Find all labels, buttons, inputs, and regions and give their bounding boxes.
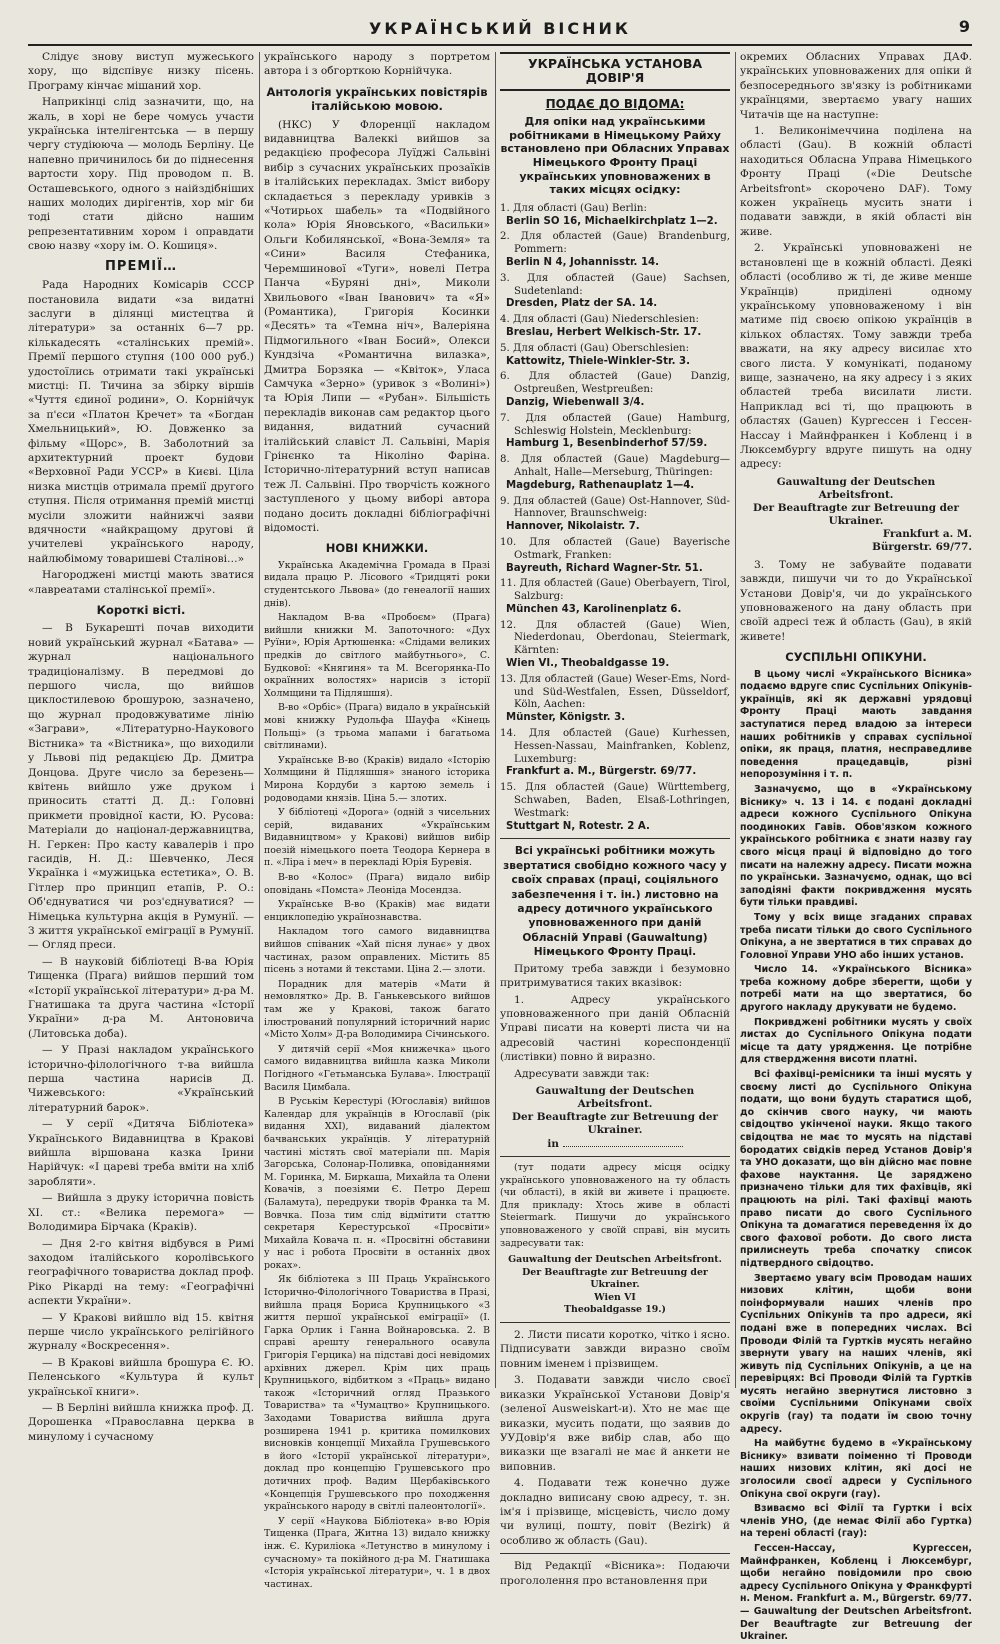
address-example [500, 1254, 730, 1317]
gau-label: 5. Для області (Gau) Oberschlesien: [500, 342, 690, 354]
news-item: — У серії «Дитяча Бібліотека» Українського Видавництва в Кракові вийшла віршована казка Ірини Нарійчук: «І цареві треба вміти на хліб заробляти». [28, 1118, 254, 1188]
gau-label: 13. Для областей (Gaue) Weser-Ems, Nord- und Süd-Westfalen, Essen, Düsseldorf, Köln, Aachen: [500, 673, 730, 711]
gau-address: Frankfurt a. M., Bürgerstr. 69/77. [506, 766, 697, 778]
newspaper-title: УКРАЇНСЬКИЙ ВІСНИК [369, 19, 631, 38]
paragraph: В цьому числі «Українського Вісника» подаємо вдруге спис Суспільних Опікунів-українців, які як державні урядовці Фронту Праці мають завдання заступатися перед владою за інтереси наших робітників у справах суспільної опіки, як праця, платня, несправедливе поведення працедавців, різні непорозуміння і т. п. [740, 668, 972, 781]
address-in-line [500, 1137, 730, 1151]
gau-entry [500, 314, 730, 340]
gau-address: Stuttgart N, Rotestr. 2 A. [506, 820, 650, 832]
address-line: Gauwaltung der Deutschen Arbeitsfront. [508, 1254, 722, 1266]
paragraph: На майбутнє будемо в «Українському Віснику» взивати поіменно ті Проводи наших низових клітин, які досі не зголосили своєї адреси у Суспільного Опікуна свої округи (гау). [740, 1438, 972, 1500]
announcement-subheading: ПОДАЄ ДО ВІДОМА: [545, 96, 685, 111]
address-label: Адресувати завжди так: [514, 1067, 650, 1080]
gau-label: 15. Для областей (Gaue) Württemberg, Schwaben, Baden, Elsaß-Lothringen, Westmark: [500, 782, 730, 819]
gau-address: Hannover, Nikolaistr. 7. [506, 521, 640, 533]
book-item: У дитячій серії «Моя книжечка» цього самого видавництва вийшла казка Миколи Погідного «Гетьманська Булава». Ілюстрації Василя Цимбала. [264, 1043, 490, 1093]
gau-address: Münster, Königstr. 3. [506, 712, 626, 724]
news-item: — У Празі накладом українського історично-філологічного т-ва вийшла перша частина нарисів Д. Чижевського: «Український літературний барок». [28, 1044, 254, 1114]
gau-entry [500, 496, 730, 534]
announcement-lede: Для опіки над українськими робітниками в Німецькому Райху встановлено при Обласних Управах Німецького Фронту Праці українських уповноважених в таких місцях осідку: [500, 115, 730, 197]
paragraph: Число 14. «Українського Вісника» треба кожному добре зберегти, щоби у потребі мати на що звертатися, бо другого накладу друкувати не будемо. [740, 964, 972, 1014]
explanation: (тут подати адресу місця осідку українського уповноваженого на ту область (чи області), в якій ви живете і працюєте. Для прикладу: Хтось живе в області Steiermark. Пишучи до українського уповноваженого у своїй справі, він мусить задресувати так: [500, 1161, 730, 1249]
gau-label: 10. Для областей (Gaue) Bayerische Ostmark, Franken: [500, 536, 730, 561]
gau-entry [500, 413, 730, 451]
gau-entry [500, 231, 730, 269]
gau-entry [500, 203, 730, 229]
paragraph: 1. Великонімеччина поділена на області (Gau). В кожній області находиться Обласна Управа Німецького Фронту Праці («Die Deutsche Arbeitsfront» скорочено DAF). Тому кожен українець мусить знати і подавати завжди, в якій області він живе. [740, 125, 972, 238]
address-line: Wien VI [594, 1291, 636, 1303]
address-line: Der Beauftragte zur Betreuung der Ukrainer. [512, 1110, 718, 1136]
gau-entry [500, 454, 730, 492]
book-item: В-во «Колос» (Прага) видало вибір оповідань «Помста» Леоніда Мосендза. [264, 872, 490, 896]
section-heading-premii: ПРЕМІЇ… [105, 258, 177, 274]
gau-label: 8. Для областей (Gaue) Magdeburg—Anhalt, Halle—Merseburg, Thüringen: [500, 454, 730, 478]
address-line: Der Beauftragte zur Betreuung der Ukrainer. [753, 501, 959, 527]
address-in: in [547, 1137, 559, 1150]
news-item: — В Букарешті почав виходити новий український журнал «Батава» — журнал національного традиціоналізму. В передмові до першого числа, що вийшов циклостилевою брошурою, зазначено, що журнал продовжуватиме лінію «Заграви», «Літературно-Наукового Вістника» та «Вістника», що виходили у Львові під редакцією Др. Дмитра Донцова. Друге число за березень—квітень вийшло уже друком і приносить статті Д. Д.: Головні прикмети провідної касти, Ю. Русова: Матеріали до націонал-державництва, Н. Геркен: Про касту кавалерів і про гасидів, Н. Д.: Шевченко, Леся Українка і «мужицька естетика», О. В. Гітлер про принцип етапів, Р. О.: Об'єднуватися чи роз'єднуватися? — Німецька культурна акція в Румунії. — З життя української еміграції в Румунії. — Огляд преси. [28, 622, 254, 952]
paragraph: (НКС) У Флоренції накладом видавництва Валеккі вийшов за редакцією професора Луїджі Сальвіні вибір з сучасних українських прозаїків в італійських перекладах. Зміст вибору складається з перекладу уривків з «Чотирьох шабель» та «Подвійного кола» Юрія Яновського, «Васильки» Ольги Кобилянської, «Вона-Земля» та «Сини» Василя Стефаника, Черемшинової «Туги», новелі Петра Панча «Буряні дні», Миколи Хвильового «Іван Іванович» та «Я» (Романтика), Григорія Косинки «Десять» та «Темна ніч», Валеріяна Підмогильного «Іван Босий», Олекси Кундзіча «Романтична вилазка», Дмитра Борзяка — «Квіток», Уласа Самчука «Зерно» (уривок з «Волині») та Юрія Липи — «Рубан». Більшість перекладів виконав сам редактор цього видання, видатний сучасний італійський славіст Л. Сальвіні, Марія Грінєнко та Ніколіно Фаріна. Історично-літературний вступ написав теж Л. Сальвіні. Про творчість кожного заступленого у цьому виборі автора подано досить докладні бібліографічні відомості. [264, 118, 490, 534]
paragraph: окремих Обласних Управах ДАФ. українських уповноважених для опіки й безпосереднього зв'язку із робітниками українцями, звертаємо увагу наших Читачів ще на наступне: [740, 51, 972, 121]
book-item: У серії «Наукова Бібліотека» в-во Юрія Тищенка (Прага, Житна 13) видало книжку інж. Є. Куриліока «Летунство в минулому і сучасному» та покійного д-ра М. Гнатишака «Історія української літератури», ч. 1 в двох частинах. [264, 1515, 490, 1590]
gau-address: Berlin SO 16, Michaelkirchplatz 1—2. [506, 215, 718, 227]
gau-label: 14. Для областей (Gaue) Kurhessen, Hessen-Nassau, Mainfranken, Koblenz, Luxemburg: [500, 728, 730, 765]
book-item: Українське В-во (Краків) видало «Історію Холмщини й Підляшшя» знаного історика Мирона Кордуби з картою земель і родоводами князів. Ціна 5.— злотих. [264, 754, 490, 804]
masthead [28, 14, 972, 46]
address-template [500, 1085, 730, 1151]
divider [500, 1553, 730, 1554]
editorial-note: Від Редакції «Вісника»: Подаючи прогололення про встановлення при [500, 1560, 730, 1587]
paragraph: Наприкінці слід зазначити, що, на жаль, в хорі не бере чомусь участи українська інтелігентська — в першу чергу студіююча — молодь Берліну. Це напевно причинилось би до піднесення вартости хору. Під проводом п. В. Осташевського, одного з наійздібніших наших молодих дирігентів, хор міг би тоді стати дійсно нашим репрезентативним хором і оправдати свою назву «хору ім. О. Кошиця». [28, 96, 254, 253]
gau-label: 2. Для областей (Gaue) Brandenburg, Pommern: [500, 231, 730, 256]
gau-entry [500, 273, 730, 311]
gau-label: 3. Для областей (Gaue) Sachsen, Sudetenland: [500, 272, 730, 297]
news-item: — Вийшла з друку історична повість XI. ст.: «Велика перемога» — Володимира Бірчака (Краків). [28, 1192, 254, 1234]
gau-entry [500, 371, 730, 409]
divider [500, 838, 730, 839]
book-item: Українське В-во (Краків) має видати енциклопедію українознавства. [264, 899, 490, 923]
paragraph: Рада Народних Комісарів СССР постановила видати «за видатні заслуги в ділянці мистецтва й літератури» за останніх 6—7 рр. кількадесять «сталінських премій». Премії першого ступня (100 000 руб.) удостоїлись отримати такі українські мистці: П. Тичина за збірку віршів «Чуття єдиної родини», О. Корнійчук за п'єси «Платон Кречет» та «Богдан Хмельницький», Ю. Довженко за фільму «Щорс», В. Заболотний за архитектурний проект будови «Верховної Ради УССР» в Києві. Ціла низка мистців отримала премії другого ступня. Після отримання премій мистці мусіли зложити найнижчі заяви вдячности «найкращому другові й учителеві українського народу, найлюбімому товаришеві Сталінові…» [28, 279, 254, 565]
paragraph: Покривджені робітники мусять у своїх листах до Суспільного Опікуна подати місце та дату урядження. Це потрібне для ствердження висоти платні. [740, 1016, 972, 1066]
gau-label: 12. Для областей (Gaue) Wien, Niederdonau, Oberdonau, Steiermark, Kärnten: [500, 619, 730, 657]
paragraph: Гессен-Нассау, Кургессен, Майнфранкен, Кобленц і Люксембург, щоби негайно повідомили про свою адресу Суспільного Опікуна у Франкфурті н. Меном. Frankfurt a. M., Bürgerstr. 69/77. — Gauwaltung der Deutschen Arbeitsfront. Der Beauftragte zur Betreuung der Ukrainer. [740, 1543, 972, 1643]
book-item: Українська Академічна Громада в Празі видала працю Р. Лісового «Тридцяті роки студентського Львова» (до генеалогії наших днів). [264, 559, 490, 609]
gau-address: Kattowitz, Thiele-Winkler-Str. 3. [506, 355, 690, 367]
column-divider [495, 52, 496, 1388]
page-number: 9 [958, 17, 970, 36]
section-heading-trust-office: УКРАЇНСЬКА УСТАНОВА ДОВІР'Я [500, 52, 730, 91]
paragraph: Слідує знову виступ мужеського хору, що відспівує низку пісень. Програму кінчає мішаний хор. [28, 51, 254, 92]
rule-item: 4. Подавати теж конечно дуже докладно виписану свою адресу, т. зн. ім'я і прізвище, місцевість, число дому чи вулиці, пошту, повіт (Bezirk) й особливо ж область (Gau). [500, 1477, 730, 1547]
gau-label: 9. Для областей (Gaue) Ost-Hannover, Süd-Hannover, Braunschweig: [500, 495, 730, 520]
address-line: Gauwaltung der Deutschen Arbeitsfront. [535, 1084, 695, 1110]
divider [500, 1156, 730, 1157]
paragraph: Притому треба завжди і безумовно притримуватися таких вказівок: [500, 962, 730, 990]
address-line: Der Beauftragte zur Betreuung der Ukrainer. [522, 1266, 708, 1291]
news-item: — У Кракові вийшло від 15. квітня перше число українського релігійного журналу «Воскресення». [28, 1311, 254, 1353]
paragraph: Взиваємо всі Філії та Гуртки і всіх членів УНО, (де немає Філії або Гуртка) на терені області (гау): [740, 1503, 972, 1540]
book-item: Накладом того самого видавництва вийшов співаник «Хай пісня лунає» у двох частинах, разом оправлених. Містить 85 пісень з нотами й текстами. Ціна 2.— злоти. [264, 926, 490, 976]
column-2 [264, 50, 490, 1590]
rule-item: 2. Листи писати коротко, чітко і ясно. Підписувати завжди виразно своїм повним іменем і прізвищем. [500, 1329, 730, 1370]
gau-entry [500, 674, 730, 725]
gau-address: Danzig, Wiebenwall 3/4. [506, 396, 645, 408]
address-line: Theobaldgasse 19.) [564, 1304, 666, 1316]
column-4 [740, 50, 972, 1643]
gau-entry [500, 343, 730, 369]
gau-label: 6. Для областей (Gaue) Danzig, Ostpreußen, Westpreußen: [500, 371, 730, 396]
paragraph: Тому у всіх вище згаданих справах треба писати тільки до свого Суспільного Опікуна, а не звертатися в тих справах до Головної Управи УНО або інших установ. [740, 911, 972, 961]
gau-address: Dresden, Platz der SA. 14. [506, 298, 658, 310]
gau-address-list [500, 203, 730, 834]
book-item: В-во «Орбіс» (Прага) видало в українській мові книжку Рудольфа Шауфа «Кінець Польщі» (з трьома мапами і багатьома світлинами). [264, 702, 490, 752]
gau-address: München 43, Karolinenplatz 6. [506, 603, 682, 615]
divider [500, 1322, 730, 1323]
gau-entry [500, 578, 730, 616]
section-heading-anthology: Антологія українських повістярів італійською мовою. [266, 84, 488, 114]
gau-address: Berlin N 4, Johannisstr. 14. [506, 256, 660, 268]
fill-line [563, 1137, 683, 1147]
address-line: Bürgerstr. 69/77. [872, 540, 972, 553]
book-item: Накладом В-ва «Пробоєм» (Прага) вийшли книжки М. Запоточного: «Дух Руїни», Юрія Артюшенка: «Слідами великих предків до світлого майбутнього», С. Будкової: «Княгиня» та М. Всегорянка-По окраїнних волостях» нарисів з історії Холмщини та Підляшшя). [264, 612, 490, 699]
column-divider [735, 52, 736, 1388]
paragraph: Зазначуємо, що в «Українському Віснику» ч. 13 і 14. є подані докладні адреси кожного Суспільного Опікуна поодиноких Гавів. Обов'язком кожного українського робітника є знати назву гау свого місця праці й відповідно до того писати на належну адресу. Писати можна по українськи. Зазначуємо, однак, що всі заподіяні факти покривдження мусять бути тільки правдиві. [740, 783, 972, 909]
column-divider [259, 52, 260, 1388]
column-1 [28, 50, 254, 1443]
news-item: — Дня 2-го квітня відбувся в Римі заходом італійського королівського географічного товариства доклад проф. Ріко Рікарді на тему: «Географічні аспекти України». [28, 1237, 254, 1308]
gau-label: 4. Для області (Gau) Niederschlesien: [500, 314, 699, 326]
gau-address: Hamburg 1, Besenbinderhof 57/59. [506, 438, 708, 450]
gau-address: Magdeburg, Rathenauplatz 1—4. [506, 479, 695, 491]
section-heading-social-guardians: СУСПІЛЬНІ ОПІКУНИ. [785, 650, 927, 665]
news-item: — В Берліні вийшла книжка проф. Д. Дорошенка «Православна церква в минулому і сучасному [28, 1401, 254, 1443]
gau-entry [500, 620, 730, 671]
book-item: Як бібліотека з III Праць Українського Історично-Філологічного Товариства в Празі, вийшла праця Бориса Крупницького «З життя першої української еміграції» (І. Гарка Орлик і Ганна Войнаровська. 2. В справі арешту генерального осавула Григорія Герцика) на підставі досі невідомих архівних джерел. Крім цих праць Крупницького, відбитком з «Праць» видано також «Історичний огляд Празького Товариства» та «Чумацтво» Крупницького. Заходами Товариства вийшла друга розширена 1941 р. критика помилкових висновків концепції Михайла Грушевського в його «Історії української літератури», доклад про концепцію Грушевського про дотичних проф. Вадим Щербаківського «Концепція Грушевського про походження українського народу в світлі палеонтології». [264, 1274, 490, 1513]
gau-label: 7. Для областей (Gaue) Hamburg, Schleswig Holstein, Mecklenburg: [500, 412, 730, 437]
gau-label: 11. Для областей (Gaue) Oberbayern, Tirol, Salzburg: [500, 578, 730, 603]
column-3 [500, 50, 730, 1587]
paragraph: 2. Українські уповноважені не встановлені ще в кожній області. Деякі області (особливо ж ті, де живе менше Українців) приділені одному українському уповноваженому і він матиме під своєю опікою українців в кількох областях. Тому завжди треба вважати, на яку адресу висилає хто свого листа. У комунікаті, поданому вище, зазначено, на яку адресу і з яких областей треба висилати листи. Наприклад всі ті, що працюють в областях (Gauen) Кургессен і Гессен-Нассау і Майнфранкен і Кобленц і в Люксембургу вдруге пишуть на одну адресу: [740, 242, 972, 471]
address-line: Frankfurt a. M. [882, 527, 972, 540]
gau-entry [500, 537, 730, 575]
news-item: — В науковій бібліотеці В-ва Юрія Тищенка (Прага) вийшов перший том «Історії української літератури» д-ра М. Гнатишака та друга частина «Історії України» д-ра М. Антоновича (Литовська доба). [28, 955, 254, 1040]
paragraph: українського народу з портретом автора і з обгорткою Корнійчука. [264, 51, 490, 78]
paragraph: Всі фахівці-ремісники та інші мусять у своєму листі до Суспільного Опікуна подати, що вони будуть старатися щоб, до скінчив свого науку, чи мають свідоцтво укінченої науки. Якщо такого свідоцтва не має то мусять на підставі бородатих свідків перед Установ Довір'я та УНО доказати, що він дійсно має повне фахове науктання. Це заряджено призначено тільки для тих фахівців, які працюють на рілі. Такі фахівці мають право писати до свого Суспільного Опікуна та домагатися переведення їх до свого фахової роботи. До свого листа прилиснеуть треба спочатку список підтвердного свідоцтво. [740, 1069, 972, 1269]
book-item: У бібліотеці «Дорога» (одній з чисельних серій, видаваних «Українським Видавництвом» у Кракові) вийшов вибір поезій німецького поета Теодора Кернера в п. «Ліра і меч» в перекладі Юрія Буревія. [264, 807, 490, 869]
paragraph: Звертаємо увагу всім Проводам наших низових клітин, щоби вони поінформували наших членів про Суспільних Опікунів та про адреси, які подані вже в попередних числах. Всі Проводи Філій та Гуртків мусять негайно звернути увагу на наших членів, які живуть під Суспільних Опікунів, а це на перевірцях: Всі Проводи Філій та Гуртків мусять негайно звернутися листовно з своїми Суспільними Опікунами своїх округів (гау) та подати їм свою точну адресу. [740, 1272, 972, 1435]
gau-entry [500, 728, 730, 779]
gau-address: Breslau, Herbert Welkisch-Str. 17. [506, 326, 702, 338]
book-item: В Руськім Керестурі (Югославія) вийшов Календар для українців в Югославії (рік видання XXI), видаваний діалектом бачванських українців. У літературній частині містять свої матеріали пп. Марія Загорська, Солонар-Поливка, оповіданнями М. Горинка, М. Биркаша, Михайла та Олени Ковачів, з поезіями Є. Петро Дереш (Баламута), передруки творів Франка та М. Вовчка. Поза тим слід відмітити статтю секретаря Керестурської «Просвіти» Михайла Ковача п. н. «Просвітні обставини у нас і робота Просвіти в останніх двох роках». [264, 1096, 490, 1271]
rule-item: 3. Подавати завжди число своєї виказки Української Установи Довір'я (зеленої Ausweiskart-и). Хто не має ще виказки, мусить подати, що заявив до УУДовір'я вже вибір слав, або що виказки ще взагалі не має й анкети не виповнив. [500, 1374, 730, 1473]
paragraph: 3. Тому не забувайте подавати завжди, пишучи чи то до Української Установи Довір'я, чи до українського уповноваженого на дану область при своїй адресі теж й область (Gau), в якій живете! [740, 558, 972, 643]
gau-entry [500, 782, 730, 833]
book-item: Порадник для матерів «Мати й немовлятко» Др. В. Ганькевського вийшов там же у Кракові, також багато ілюстрований популярний історичний нарис «Місто Холм» Д-ра Володимира Січинського. [264, 978, 490, 1041]
gau-address: Wien VI., Theobaldgasse 19. [506, 658, 670, 670]
all-workers-notice: Всі українські робітники можуть звертатися свобідно кожного часу у своїх справах (праці, соціяльного забезпечення і т. ін.) листовно на адресу дотичного українського уповноваженного при даній Обласній Управі (Gauwaltung) Німецького Фронту Праці. [503, 845, 727, 959]
section-heading-new-books: НОВІ КНИЖКИ. [325, 541, 429, 556]
address-line: Gauwaltung der Deutschen Arbeitsfront. [776, 475, 936, 501]
rule-item: 1. Адресу українського уповноваженного при даній Обласній Управі писати на коверті листа чи на адресовій частині кореспонденції (листівки) повно й виразно. [500, 993, 730, 1064]
address-example [740, 476, 972, 554]
news-item: — В Кракові вийшла брошура Є. Ю. Пеленського «Культура й культ української книги». [28, 1356, 254, 1398]
gau-address: Bayreuth, Richard Wagner-Str. 51. [506, 562, 703, 574]
gau-label: 1. Для області (Gau) Berlin: [500, 202, 647, 214]
section-heading-short-news: Короткі вісті. [96, 603, 186, 618]
paragraph: Нагороджені мистці мають зватися «лавреатами сталінської премії». [28, 569, 254, 596]
